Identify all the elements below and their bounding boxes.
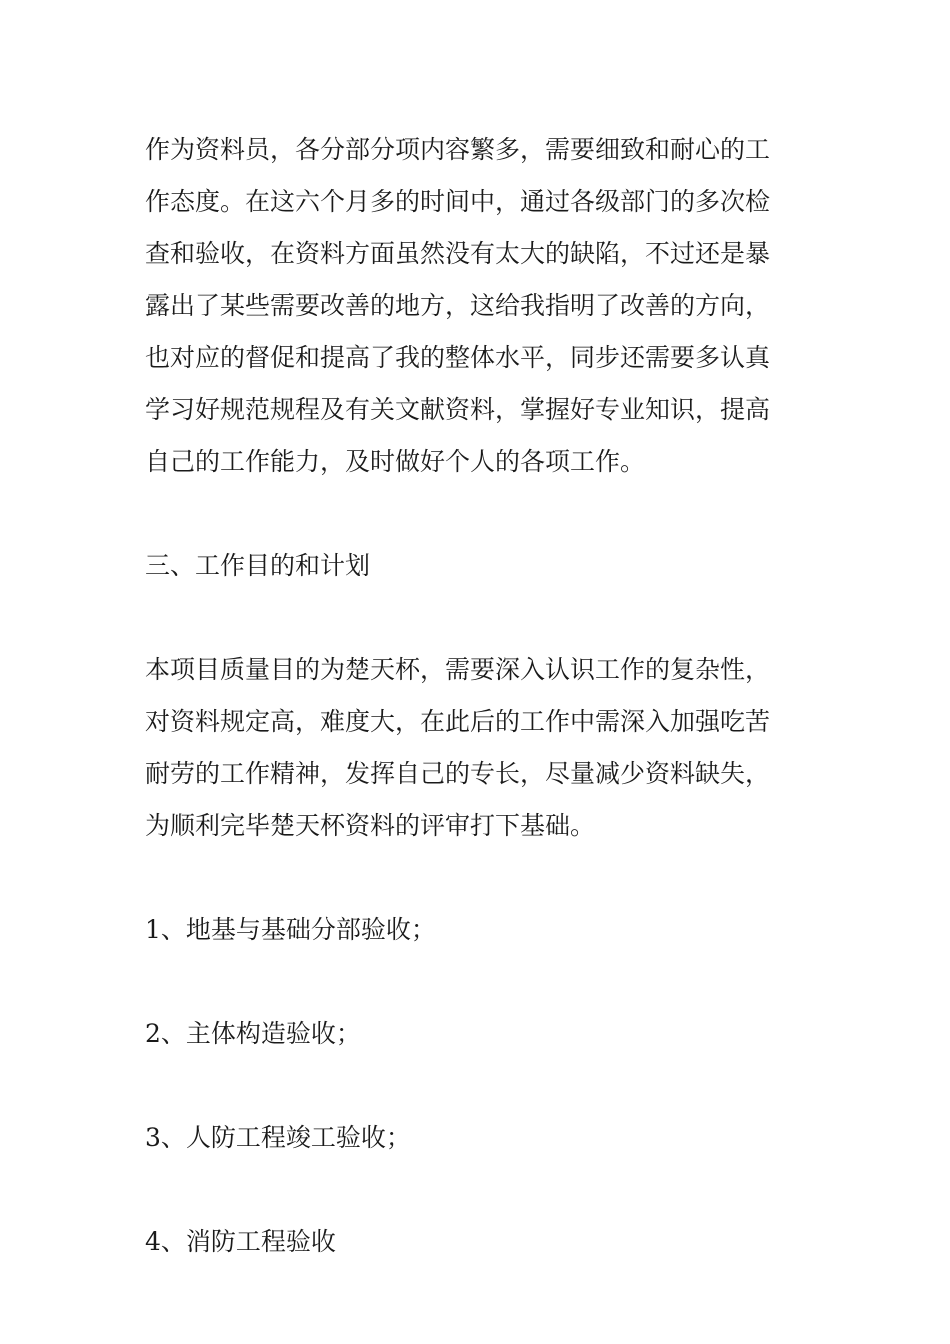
paragraph-work-attitude [145, 124, 815, 488]
list-item: 1、地基与基础分部验收； [145, 915, 436, 944]
document-body [145, 124, 815, 1268]
paragraph-line: 学习好规范规程及有关文献资料，掌握好专业知识，提高 [145, 395, 771, 424]
section-heading-block [145, 540, 815, 592]
paragraph-line: 对资料规定高，难度大，在此后的工作中需深入加强吃苦 [145, 707, 771, 736]
paragraph-line: 作态度。在这六个月多的时间中，通过各级部门的多次检 [145, 187, 771, 216]
list-item: 3、人防工程竣工验收； [145, 1123, 411, 1152]
paragraph-line: 为顺利完毕楚天杯资料的评审打下基础。 [145, 811, 596, 840]
paragraph-line: 也对应的督促和提高了我的整体水平，同步还需要多认真 [145, 343, 771, 372]
paragraph-line: 自己的工作能力，及时做好个人的各项工作。 [145, 447, 646, 476]
paragraph-line: 露出了某些需要改善的地方，这给我指明了改善的方向， [145, 291, 771, 320]
paragraph-line: 作为资料员，各分部分项内容繁多，需要细致和耐心的工 [145, 135, 771, 164]
paragraph-line: 查和验收，在资料方面虽然没有太大的缺陷，不过还是暴 [145, 239, 771, 268]
section-heading: 三、工作目的和计划 [145, 551, 371, 580]
paragraph-quality-goal [145, 644, 815, 852]
paragraph-line: 耐劳的工作精神，发挥自己的专长，尽量减少资料缺失， [145, 759, 771, 788]
list-item: 2、主体构造验收； [145, 1019, 361, 1048]
paragraph-line: 本项目质量目的为楚天杯，需要深入认识工作的复杂性， [145, 655, 771, 684]
list-item: 4、消防工程验收 [145, 1227, 336, 1256]
